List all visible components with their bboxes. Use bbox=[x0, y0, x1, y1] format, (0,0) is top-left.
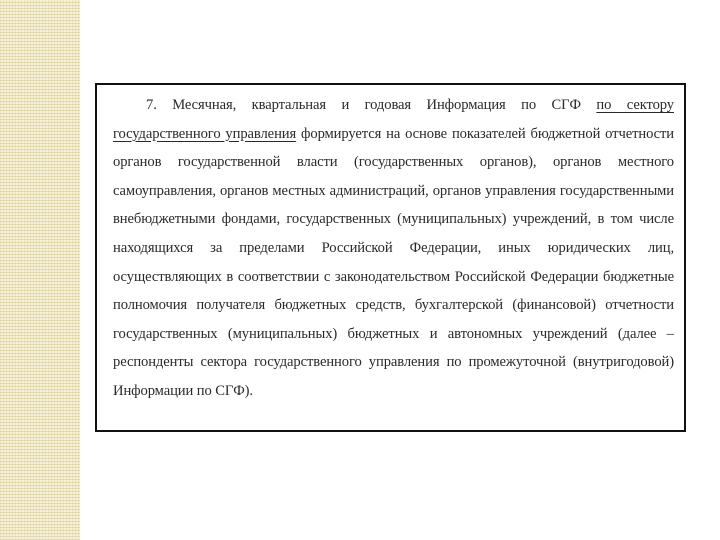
paragraph-underlined-phrase: по сектору государственного управления bbox=[113, 97, 674, 142]
document-scan-frame bbox=[95, 83, 686, 432]
document-paragraph bbox=[113, 91, 674, 406]
paragraph-text-start: 7. Месячная, квартальная и годовая Информация по СГФ bbox=[146, 97, 597, 113]
decorative-side-pattern bbox=[0, 0, 80, 540]
paragraph-text-rest: формируется на основе показателей бюджетной отчетности органов государственной власти (государственных органов), органов местного самоуправления, органов местных администраций, органов управления государственными внебюджетными фондами, государственных (муниципальных) учреждений, в том числе находящихся за пределами Российской Федерации, иных юридических лиц, осуществляющих в соответствии с законодательством Российской Федерации бюджетные полномочия получателя бюджетных средств, бухгалтерской (финансовой) отчетности государственных (муниципальных) бюджетных и автономных учреждений (далее – респонденты сектора государственного управления по промежуточной (внутригодовой) Информации по СГФ). bbox=[113, 125, 674, 399]
